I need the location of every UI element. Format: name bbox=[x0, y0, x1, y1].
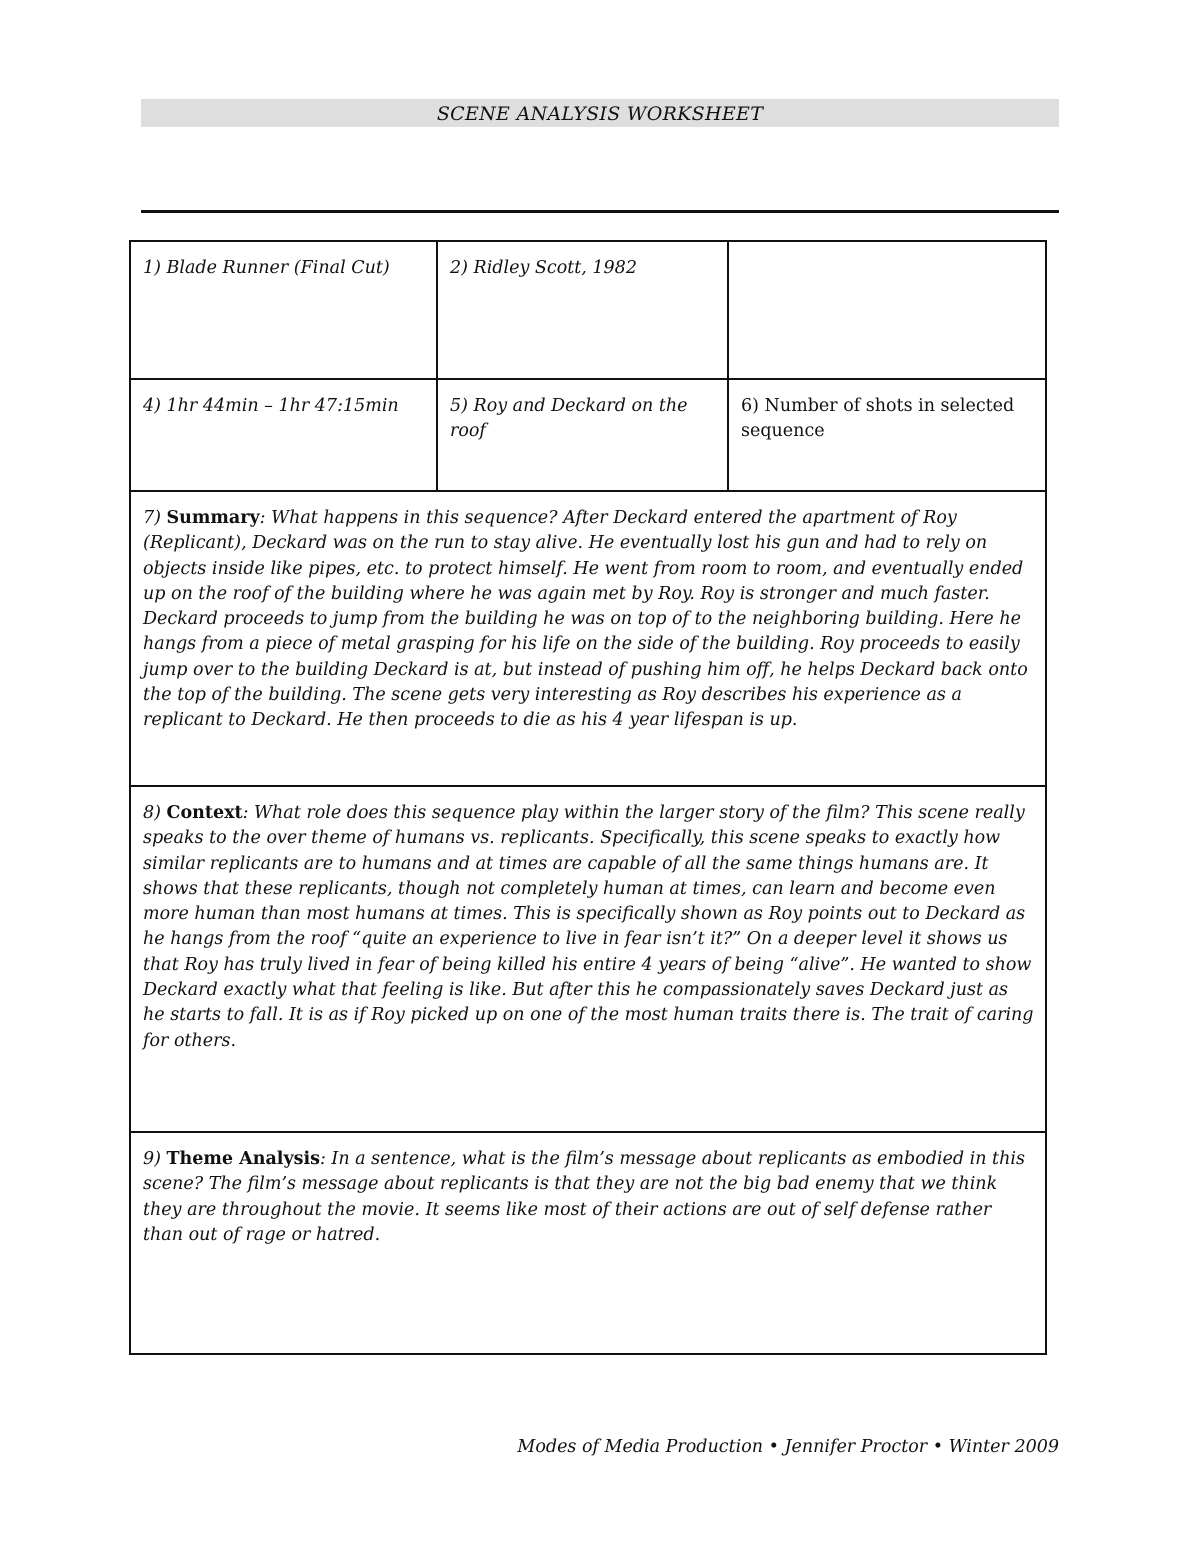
context-section bbox=[131, 787, 1045, 1131]
film-title-cell: 1) Blade Runner (Final Cut) bbox=[143, 258, 390, 278]
summary-section bbox=[131, 492, 1045, 785]
theme-label: Theme Analysis bbox=[166, 1149, 320, 1169]
empty-cell bbox=[729, 242, 1045, 378]
summary-label: Summary bbox=[166, 508, 260, 528]
theme-number: 9) bbox=[143, 1149, 167, 1169]
context-prompt: : What role does this sequence play within the larger story of the film? bbox=[242, 803, 876, 823]
header-rule bbox=[141, 210, 1059, 213]
summary-text: After Deckard entered the apartment of Roy (Replicant), Deckard was on the run to stay alive. He eventually lost his gun and had to rely on objects inside like pipes, etc. to protect himself. He went from room to room, and eventually ended up on the roof of the building where he was again met by Roy. Roy is stronger and much faster. Deckard proceeds to jump from the building he was on top of to the neighboring building. Here he hangs from a piece of metal grasping for his life on the side of the building. Roy proceeds to easily jump over to the building Deckard is at, but instead of pushing him off, he helps Deckard back onto the top of the building. The scene gets very interesting as Roy describes his experience as a replicant to Deckard. He then proceeds to die as his 4 year lifespan is up. bbox=[143, 508, 1028, 731]
director-year-cell: 2) Ridley Scott, 1982 bbox=[450, 258, 637, 278]
page-footer: Modes of Media Production • Jennifer Proctor • Winter 2009 bbox=[517, 1437, 1059, 1457]
theme-text: The film’s message about replicants is that they are not the big bad enemy that we think they are throughout the movie. It seems like most of their actions are out of self defense rather than out of rage or hatred. bbox=[143, 1174, 998, 1245]
summary-prompt: : What happens in this sequence? bbox=[259, 508, 564, 528]
scene-description-cell: 5) Roy and Deckard on the roof bbox=[450, 396, 688, 441]
summary-number: 7) bbox=[143, 508, 167, 528]
worksheet-table bbox=[129, 240, 1047, 1355]
theme-analysis-section bbox=[131, 1133, 1045, 1353]
context-number: 8) bbox=[143, 803, 167, 823]
context-text: This scene really speaks to the over theme of humans vs. replicants. Specifically, this scene speaks to exactly how similar replicants are to humans and at times are capable of all the same things humans are. It shows that these replicants, though not completely human at times, can learn and become even more human than most humans at times. This is specifically shown as Roy points out to Deckard as he hangs from the roof “quite an experience to live in fear isn’t it?” On a deeper level it shows us that Roy has truly lived in fear of being killed his entire 4 years of being “alive”. He wanted to show Deckard exactly what that feeling is like. But after this he compassionately saves Deckard just as he starts to fall. It is as if Roy picked up on one of the most human traits there is. The trait of caring for others. bbox=[143, 803, 1034, 1051]
context-label: Context bbox=[166, 803, 243, 823]
timecode-cell: 4) 1hr 44min – 1hr 47:15min bbox=[143, 396, 399, 416]
theme-prompt: : In a sentence, what is the film’s message about replicants as embodied in this scene? bbox=[143, 1149, 1025, 1195]
worksheet-title: SCENE ANALYSIS WORKSHEET bbox=[141, 99, 1059, 127]
shot-count-cell: 6) Number of shots in selected sequence bbox=[741, 396, 1015, 441]
